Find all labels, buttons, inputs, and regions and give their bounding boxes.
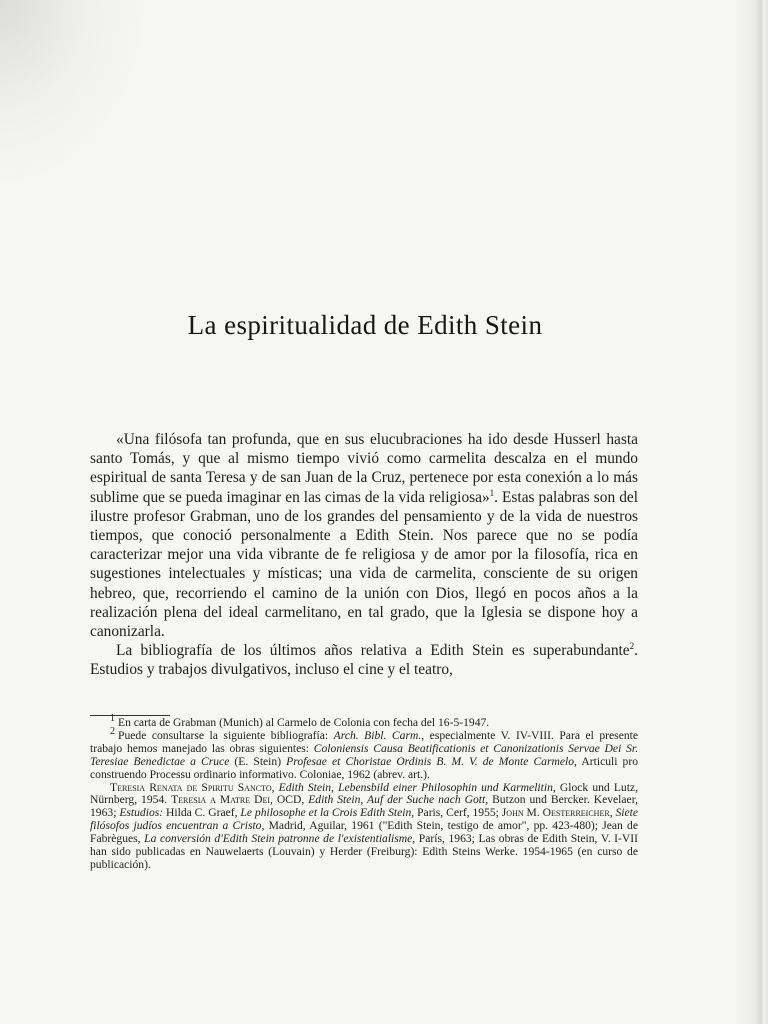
footnote-text: Butzon und Bercker. Kevelaer, 1963; [90,793,638,820]
footnote-text: , OCD, [270,793,309,807]
paragraph-1-text-b: . Estas palabras son del ilustre profesor Grabman, uno de los grandes del pensamiento y de la vida de nuestros tiempos, que conoció personalmente a Edith Stein. Nos parece que no se podía caracterizar mejor una vida vibrante de fe religiosa y de amor por la filosofía, rica en sugestiones intelectuales y místicas; una vida de carmelita, consciente de su origen hebreo, que, recorriendo el camino de la unión con Dios, llegó en pocos años a la realización plena del ideal carmelitano, en tal grado, que la Iglesia se dispone hoy a canonizarla. [90,488,638,641]
paragraph-2 [90,641,638,679]
footnote-citation: Estudios: [119,806,164,820]
footnote-2-citation: Profesae et Choristae Ordinis B. M. V. de Monte Carmelo, [286,754,577,768]
footnote-2 [90,726,638,782]
footnote-2-text: Puede consultarse la siguiente bibliografía: [118,728,334,742]
footnote-text: , [271,780,279,794]
footnote-2-citation: Arch. Bibl. Carm. [333,728,422,742]
footnote-2-number: 2 [110,726,115,738]
paragraph-2-text-a: La bibliografía de los últimos años relativa a Edith Stein es superabundante [116,642,630,660]
scan-corner-shading [0,0,150,190]
footnote-ref-1: 1 [489,487,495,498]
footnote-2-text: (E. Stein) [229,754,287,768]
footnote-text: Madrid, Aguilar, 1961 ("Edith Stein, testigo de amor", pp. 423-480); Jean de Fabrègues, [90,819,638,846]
footnote-citation: Le philosophe et la Crois Edith Stein, [240,806,415,820]
footnote-citation: Edith Stein, Lebensbild einer Philosophin und Karmelitin, [278,780,556,794]
page-edge [734,0,768,1024]
footnotes [90,713,639,872]
footnote-citation: La conversión d'Edith Stein patronne de l'existentialisme, [144,832,416,846]
footnote-text: Hilda C. Graef, [163,806,241,820]
footnote-author: John M. Oesterreicher [501,806,610,820]
footnote-text: , [609,806,616,820]
footnote-text: Glock und Lutz, Nürnberg, 1954. [90,780,638,807]
footnote-text: Paris, Cerf, 1955; [414,806,502,820]
footnote-author: Teresia Renata de Spiritu Sancto [110,780,272,794]
footnote-citation: Edith Stein, Auf der Suche nach Gott, [308,793,489,807]
paragraph-1-text-a: «Una filósofa tan profunda, que en sus elucubraciones ha ido desde Husserl hasta santo Tomás, y que al mismo tiempo vivió como carmelita descalza en el mundo espiritual de santa Teresa y de san Juan de la Cruz, pertenece por esta conexión a lo más sublime que se pueda imaginar en las cimas de la vida religiosa» [90,431,638,506]
footnote-2-text: Articuli pro construendo Processu ordinario informativo. Coloniae, 1962 (abrev. art.). [90,754,638,781]
article-title: La espiritualidad de Edith Stein [187,310,543,340]
footnote-1-text: En carta de Grabman (Munich) al Carmelo de Colonia con fecha del 16-5-1947. [118,716,490,729]
footnote-2-continued [90,782,638,872]
footnote-ref-2: 2 [629,641,635,652]
paragraph-1 [90,430,638,641]
footnote-text: París, 1963; Las obras de Edith Stein, V. I-VII han sido publicadas en Nauwelaerts (Louvain) y Herder (Freiburg): Edith Steins Werke. 1954-1965 (en curso de publicación). [90,832,638,871]
footnote-2-citation: Coloniensis Causa Beatificationis et Canonizationis Servae Dei Sr. Teresiae Benedictae a Cruce [90,741,638,768]
article-body [90,430,638,680]
footnote-1-number: 1 [110,713,115,725]
footnote-author: Teresia a Matre Dei [171,793,271,807]
footnote-citation: Siete filósofos judíos encuentran a Cristo, [90,806,639,833]
footnote-2-text: , especialmente V. IV-VIII. Para el presente trabajo hemos manejado las obras siguientes: [90,728,638,755]
paragraph-2-text-b: . Estudios y trabajos divulgativos, incluso el cine y el teatro, [90,642,638,679]
